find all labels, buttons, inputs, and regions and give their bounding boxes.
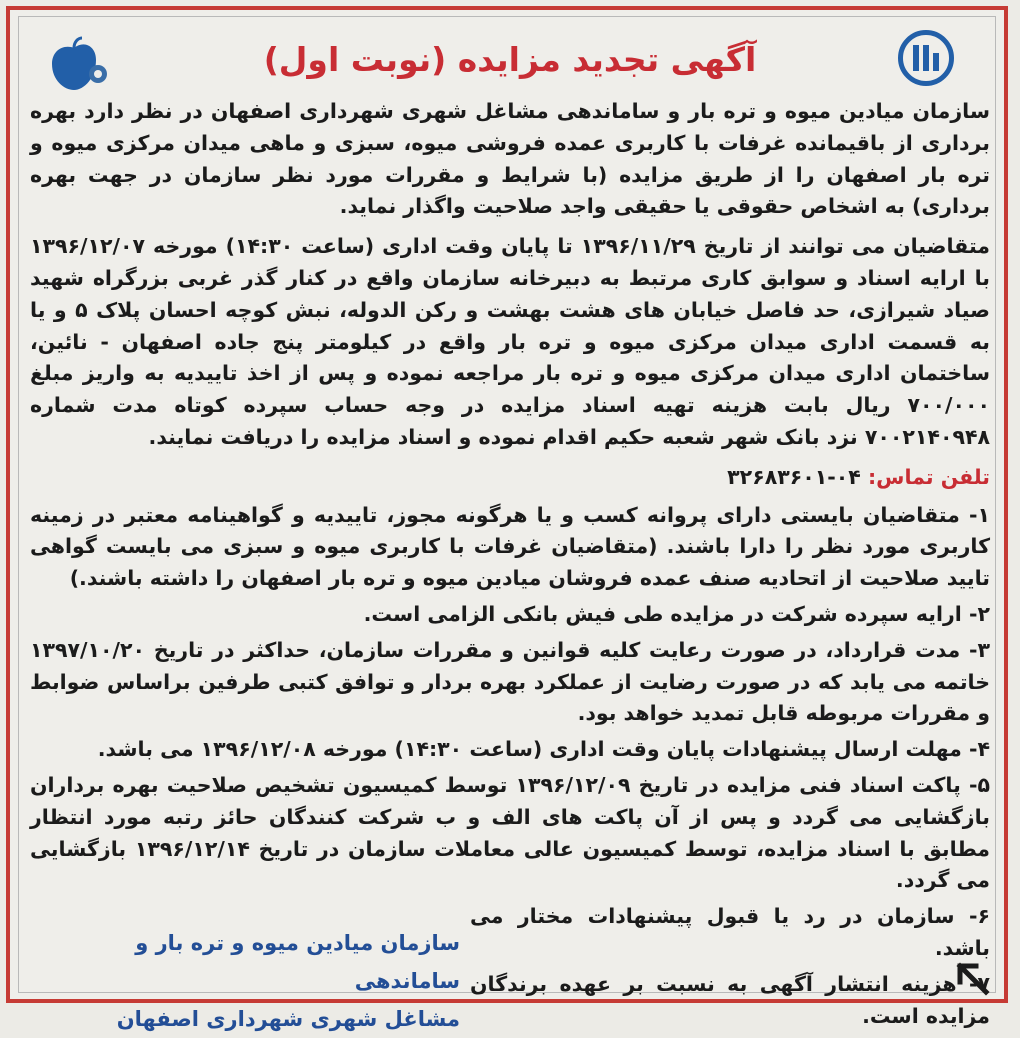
organization-logo-icon	[898, 30, 954, 86]
notice-body	[30, 96, 990, 1036]
applicants-paragraph: متقاضیان می توانند از تاریخ ۱۳۹۶/۱۱/۲۹ تا پایان وقت اداری (ساعت ۱۴:۳۰) مورخه ۱۳۹۶/۱۲/۰۷ با ارایه اسناد و سوابق کاری مرتبط به دبیرخانه سازمان واقع در کنار گذر غربی بزرگراه شهید صیاد شیرازی، حد فاصل خیابان های هشت بهشت و رکن الدوله، نبش کوچه احسان پلاک ۵ و یا به قسمت اداری میدان مرکزی میوه و تره بار واقع در کیلومتر پنج جاده اصفهان - نائین، ساختمان اداری میدان مرکزی میوه و تره بار مراجعه نموده و پس از اخذ تاییدیه به واریز مبلغ ۷۰۰/۰۰۰ ریال بابت هزینه تهیه اسناد مزایده در وجه حساب سپرده کوتاه مدت شماره ۷۰۰۲۱۴۰۹۴۸ نزد بانک شهر شعبه حکیم اقدام نموده و اسناد مزایده را دریافت نمایند.	[30, 234, 991, 449]
condition-item: ۴- مهلت ارسال پیشنهادات پایان وقت اداری (ساعت ۱۴:۳۰) مورخه ۱۳۹۶/۱۲/۰۸ می باشد.	[97, 737, 990, 762]
arrow-up-left-icon	[952, 958, 992, 998]
condition-item: ۳- مدت قرارداد، در صورت رعایت کلیه قوانین و مقررات سازمان، حداکثر در تاریخ ۱۳۹۷/۱۰/۲۰ خاتمه می یابد که در صورت رضایت از عملکرد بهره بردار و توافق کتبی طرفین براساس ضوابط و مقررات مربوطه قابل تمدید خواهد بود.	[30, 637, 990, 726]
condition-item: ۵- پاکت اسناد فنی مزایده در تاریخ ۱۳۹۶/۱۲/۰۹ توسط کمیسیون تشخیص صلاحیت بهره برداران بازگشایی می گردد و پس از آن پاکت های الف و ب شرکت کنندگان حائز رتبه مورد انتظار مطابق با اسناد مزایده، توسط کمیسیون عالی معاملات سازمان در تاریخ ۱۳۹۶/۱۲/۱۴ بازگشایی می گردد.	[30, 772, 990, 893]
municipality-logo-icon	[44, 36, 116, 96]
condition-item: ۲- ارایه سپرده شرکت در مزایده طی فیش بانکی الزامی است.	[363, 601, 990, 626]
signature-line: مشاغل شهری شهرداری اصفهان	[116, 1007, 460, 1031]
condition-item: ۱- متقاضیان بایستی دارای پروانه کسب و یا هرگونه مجوز، تاییدیه و گواهینامه معتبر در زمینه کاربری مورد نظر را دارا باشند. (متقاضیان غرفات با کاربری میوه و سبزی می بایست گواهی تایید صلاحیت از اتحادیه صنف عمده فروشان میادین میوه و تره بار اصفهان را داشته باشند.)	[30, 502, 990, 591]
contact-phone	[30, 462, 990, 494]
condition-item: ۷- هزینه انتشار آگهی به نسبت بر عهده برندگان مزایده است.	[470, 971, 990, 1028]
condition-item: ۶- سازمان در رد یا قبول پیشنهادات مختار می باشد.	[470, 904, 990, 960]
phone-number: ۰۴-۳۲۶۸۳۶۰۱	[727, 464, 861, 489]
signature-line: سازمان میادین میوه و تره بار و ساماندهی	[135, 931, 460, 993]
notice-title: آگهی تجدید مزایده (نوبت اول)	[263, 40, 757, 79]
intro-paragraph: سازمان میادین میوه و تره بار و ساماندهی مشاغل شهری شهرداری اصفهان در نظر دارد بهره برداری از باقیمانده غرفات با کاربری عمده فروشی میوه، سبزی و ماهی میدان مرکزی میوه و تره بار اصفهان را از طریق مزایده (با شرایط و مقررات مورد نظر سازمان در جهت بهره برداری) به اشخاص حقوقی یا حقیقی واجد صلاحیت واگذار نماید.	[30, 99, 990, 219]
issuer-signature	[40, 924, 460, 1038]
phone-label: تلفن تماس:	[867, 464, 990, 489]
